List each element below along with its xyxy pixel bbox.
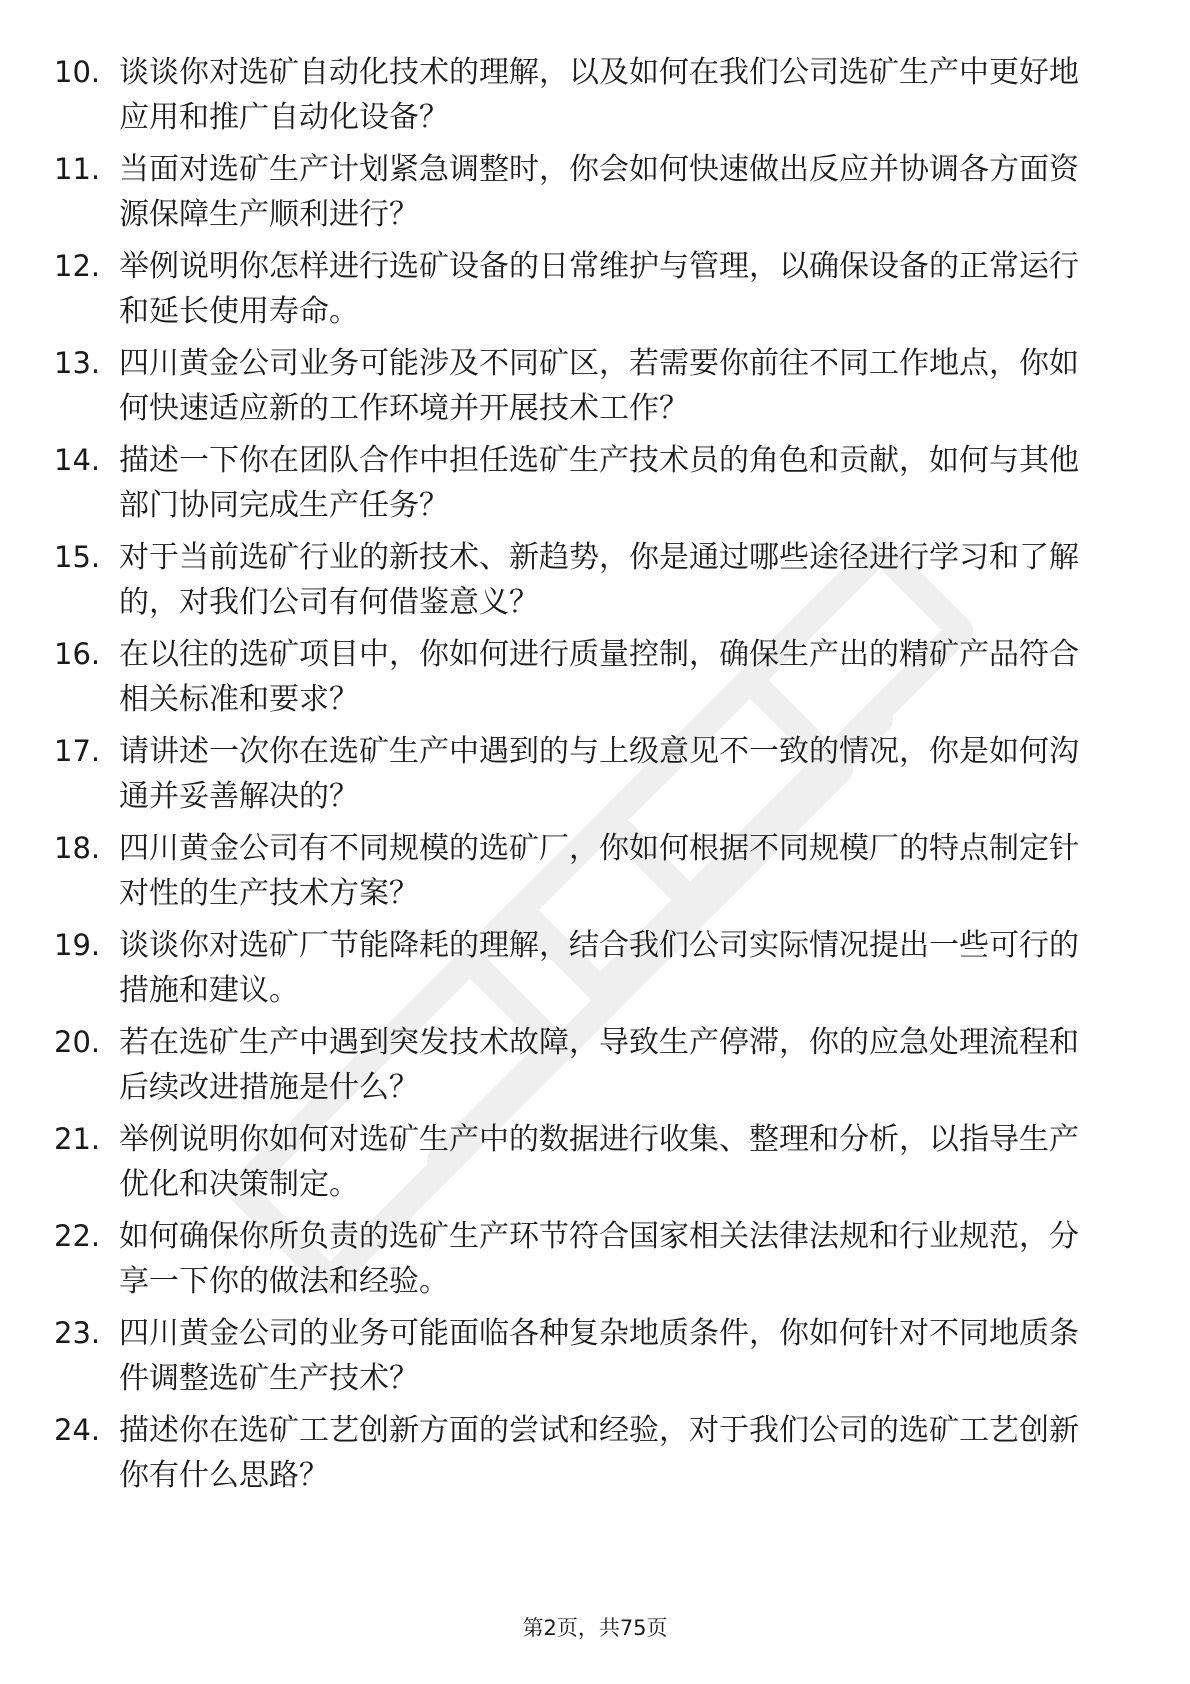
question-text: 描述一下你在团队合作中担任选矿生产技术员的角色和贡献，如何与其他部门协同完成生产任务？: [119, 443, 1079, 523]
question-number: 19.: [54, 928, 101, 962]
question-number: 16.: [54, 637, 101, 671]
question-text: 举例说明你怎样进行选矿设备的日常维护与管理，以确保设备的正常运行和延长使用寿命。: [119, 249, 1079, 329]
question-number: 15.: [54, 540, 101, 574]
question-number: 17.: [54, 734, 101, 768]
question-item: [54, 50, 1114, 147]
question-item: [54, 1408, 1114, 1505]
question-number: 14.: [54, 443, 101, 477]
question-number: 22.: [54, 1219, 101, 1253]
question-item: [54, 147, 1114, 244]
question-number: 13.: [54, 346, 101, 380]
question-item: [54, 438, 1114, 535]
question-number: 12.: [54, 249, 101, 283]
question-text: 在以往的选矿项目中，你如何进行质量控制，确保生产出的精矿产品符合相关标准和要求？: [119, 637, 1079, 717]
question-number: 11.: [54, 152, 101, 186]
question-number: 18.: [54, 831, 101, 865]
question-text: 若在选矿生产中遇到突发技术故障，导致生产停滞，你的应急处理流程和后续改进措施是什么？: [119, 1025, 1079, 1105]
question-number: 20.: [54, 1025, 101, 1059]
question-item: [54, 535, 1114, 632]
question-text: 四川黄金公司有不同规模的选矿厂，你如何根据不同规模厂的特点制定针对性的生产技术方案？: [119, 831, 1079, 911]
question-item: [54, 1214, 1114, 1311]
question-text: 对于当前选矿行业的新技术、新趋势，你是通过哪些途径进行学习和了解的，对我们公司有何借鉴意义？: [119, 540, 1079, 620]
question-item: [54, 632, 1114, 729]
question-number: 23.: [54, 1316, 101, 1350]
question-number: 10.: [54, 55, 101, 89]
question-text: 描述你在选矿工艺创新方面的尝试和经验，对于我们公司的选矿工艺创新你有什么思路？: [119, 1413, 1079, 1493]
question-text: 如何确保你所负责的选矿生产环节符合国家相关法律法规和行业规范，分享一下你的做法和经验。: [119, 1219, 1079, 1299]
question-item: [54, 244, 1114, 341]
question-item: [54, 826, 1114, 923]
question-item: [54, 923, 1114, 1020]
question-item: [54, 1020, 1114, 1117]
question-item: [54, 1117, 1114, 1214]
question-text: 四川黄金公司的业务可能面临各种复杂地质条件，你如何针对不同地质条件调整选矿生产技术？: [119, 1316, 1079, 1396]
question-item: [54, 729, 1114, 826]
question-text: 当面对选矿生产计划紧急调整时，你会如何快速做出反应并协调各方面资源保障生产顺利进行？: [119, 152, 1079, 232]
page-footer: [0, 1612, 1190, 1642]
question-text: 四川黄金公司业务可能涉及不同矿区，若需要你前往不同工作地点，你如何快速适应新的工作环境并开展技术工作？: [119, 346, 1079, 426]
question-text: 举例说明你如何对选矿生产中的数据进行收集、整理和分析，以指导生产优化和决策制定。: [119, 1122, 1079, 1202]
question-list: [54, 50, 1114, 1505]
question-text: 请讲述一次你在选矿生产中遇到的与上级意见不一致的情况，你是如何沟通并妥善解决的？: [119, 734, 1079, 814]
question-item: [54, 341, 1114, 438]
question-number: 21.: [54, 1122, 101, 1156]
page-number-label: 第2页，共75页: [522, 1616, 668, 1640]
question-number: 24.: [54, 1413, 101, 1447]
question-item: [54, 1311, 1114, 1408]
question-text: 谈谈你对选矿厂节能降耗的理解，结合我们公司实际情况提出一些可行的措施和建议。: [119, 928, 1079, 1008]
question-text: 谈谈你对选矿自动化技术的理解，以及如何在我们公司选矿生产中更好地应用和推广自动化设备？: [119, 55, 1079, 135]
